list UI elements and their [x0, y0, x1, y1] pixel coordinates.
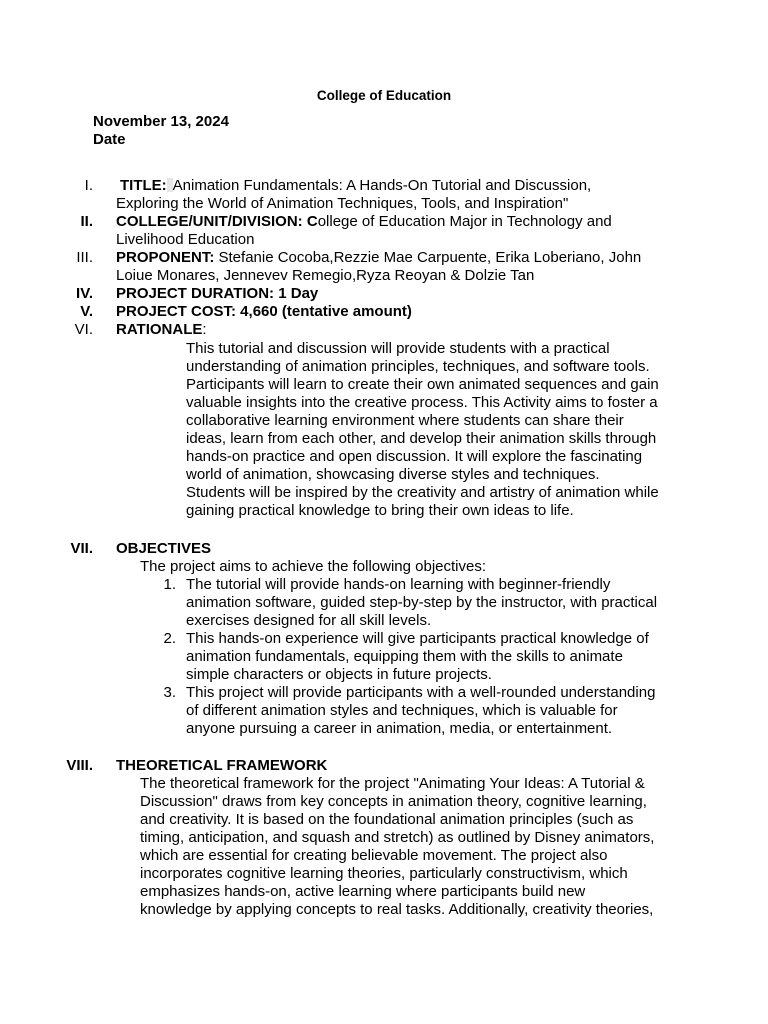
framework-line: Discussion" draws from key concepts in animation theory, cognitive learning, — [140, 793, 647, 810]
section-number-v: V. — [80, 303, 93, 320]
section-proponent — [116, 249, 676, 267]
title-text-line2: Exploring the World of Animation Techniques, Tools, and Inspiration" — [116, 195, 569, 212]
section-number-vii: VII. — [70, 540, 93, 557]
framework-line: and creativity. It is based on the foundational animation principles (such as — [140, 811, 634, 828]
objective-line: of different animation styles and techniques, which is valuable for — [186, 702, 618, 719]
section-number-iii: III. — [76, 249, 93, 266]
rationale-line: hands-on practice and open discussion. It will explore the fascinating — [186, 448, 643, 465]
objective-item — [186, 576, 686, 630]
framework-line: timing, anticipation, and squash and stretch) as outlined by Disney animators, — [140, 829, 655, 846]
objective-line: animation software, guided step-by-step by the instructor, with practical — [186, 594, 658, 611]
objective-line: This hands-on experience will give participants practical knowledge of — [186, 630, 649, 647]
section-number-viii: VIII. — [66, 757, 93, 774]
framework-line: which are essential for creating believable movement. The project also — [140, 847, 608, 864]
rationale-line: valuable insights into the creative process. This Activity aims to foster a — [186, 394, 658, 411]
framework-line: emphasizes hands-on, active learning where participants build new — [140, 883, 586, 900]
rationale-line: Students will be inspired by the creativity and artistry of animation while — [186, 484, 659, 501]
date-value: November 13, 2024 — [93, 113, 229, 130]
objectives-heading: OBJECTIVES — [116, 540, 212, 557]
section-number-i: I. — [84, 177, 93, 194]
framework-heading: THEORETICAL FRAMEWORK — [116, 757, 328, 774]
title-text: Animation Fundamentals: A Hands-On Tutorial and Discussion, — [172, 177, 592, 194]
rationale-line: collaborative learning environment where students can share their — [186, 412, 624, 429]
title-label: TITLE: — [120, 177, 167, 194]
objective-line: simple characters or objects in future projects. — [186, 666, 492, 683]
framework-line: knowledge by applying concepts to real tasks. Additionally, creativity theories, — [140, 901, 654, 918]
rationale-colon: : — [202, 321, 207, 338]
objective-line: This project will provide participants with a well-rounded understanding — [186, 684, 656, 701]
section-number-ii: II. — [80, 213, 93, 230]
date-label: Date — [93, 131, 126, 148]
objective-line: exercises designed for all skill levels. — [186, 612, 432, 629]
college-label: COLLEGE/UNIT/DIVISION: C — [116, 213, 318, 230]
objectives-intro: The project aims to achieve the following objectives: — [140, 558, 487, 575]
objective-item — [186, 630, 686, 684]
objective-line: The tutorial will provide hands-on learning with beginner-friendly — [186, 576, 611, 593]
framework-paragraph — [140, 775, 700, 919]
proponent-text: Stefanie Cocoba,Rezzie Mae Carpuente, Erika Loberiano, John — [214, 249, 642, 266]
framework-line: incorporates cognitive learning theories, particularly constructivism, which — [140, 865, 628, 882]
objective-line: animation fundamentals, equipping them with the skills to animate — [186, 648, 623, 665]
objective-number: 3. — [163, 684, 176, 701]
project-cost: PROJECT COST: 4,660 (tentative amount) — [116, 303, 412, 320]
rationale-line: This tutorial and discussion will provide students with a practical — [186, 340, 610, 357]
section-number-iv: IV. — [76, 285, 93, 302]
date-block — [93, 113, 229, 149]
college-text: ollege of Education Major in Technology and — [317, 213, 612, 230]
rationale-paragraph — [186, 340, 706, 520]
objective-line: anyone pursuing a career in animation, media, or entertainment. — [186, 720, 613, 737]
objective-number: 1. — [163, 576, 176, 593]
proponent-label: PROPONENT: — [116, 249, 215, 266]
objective-number: 2. — [163, 630, 176, 647]
rationale-line: Participants will learn to create their own animated sequences and gain — [186, 376, 659, 393]
project-duration: PROJECT DURATION: 1 Day — [116, 285, 319, 302]
objective-item — [186, 684, 686, 738]
framework-line: The theoretical framework for the project "Animating Your Ideas: A Tutorial & — [140, 775, 645, 792]
section-number-vi: VI. — [74, 321, 93, 338]
rationale-line: understanding of animation principles, techniques, and software tools. — [186, 358, 650, 375]
section-title — [120, 177, 680, 195]
rationale-line: ideas, learn from each other, and develop their animation skills through — [186, 430, 657, 447]
rationale-label: RATIONALE — [116, 321, 203, 338]
college-text-line2: Livelihood Education — [116, 231, 255, 248]
rationale-line: gaining practical knowledge to bring their own ideas to life. — [186, 502, 574, 519]
rationale-heading — [116, 321, 676, 339]
rationale-line: world of animation, showcasing diverse styles and techniques. — [186, 466, 600, 483]
proponent-text-line2: Loiue Monares, Jennevev Remegio,Ryza Reoyan & Dolzie Tan — [116, 267, 535, 284]
college-header: College of Education — [316, 88, 452, 103]
section-college — [116, 213, 676, 231]
